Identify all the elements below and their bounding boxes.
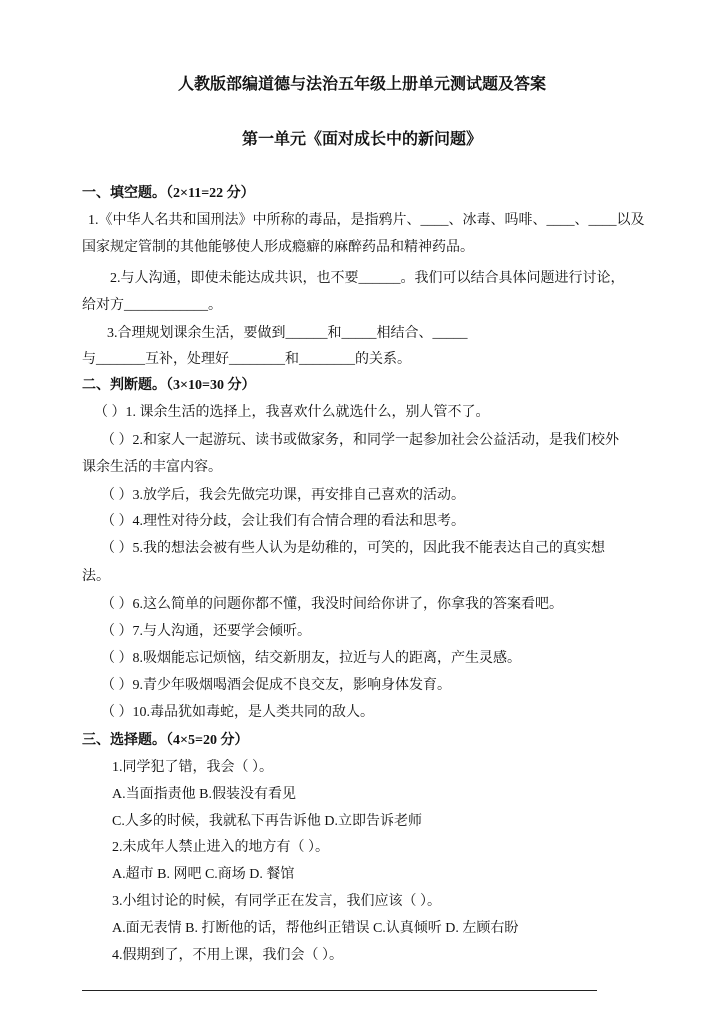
question-line: 4.假期到了，不用上课，我们会（ ）。 xyxy=(112,948,343,963)
section-heading-multiple-choice: 三、选择题。（4×5=20 分） xyxy=(82,733,249,748)
question-line: （ ）4.理性对待分歧，会让我们有合情合理的看法和思考。 xyxy=(101,514,465,529)
section-heading-true-false: 二、判断题。（3×10=30 分） xyxy=(82,378,256,393)
question-line: （ ）2.和家人一起游玩、读书或做家务，和同学一起参加社会公益活动，是我们校外 xyxy=(101,433,619,448)
question-line: （ ）6.这么简单的问题你都不懂，我没时间给你讲了，你拿我的答案看吧。 xyxy=(101,597,563,612)
question-line: 2.与人沟通，即使未能达成共识，也不要______。我们可以结合具体问题进行讨论， xyxy=(110,271,625,286)
question-line: （ ）9.青少年吸烟喝酒会促成不良交友，影响身体发育。 xyxy=(101,678,451,693)
section-heading-fill-blank: 一、填空题。（2×11=22 分） xyxy=(82,186,255,201)
question-line: 3.合理规划课余生活，要做到______和_____相结合、_____ xyxy=(107,326,468,341)
question-line: （ ）10.毒品犹如毒蛇，是人类共同的敌人。 xyxy=(101,705,374,720)
question-line: 3.小组讨论的时候，有同学正在发言，我们应该（ ）。 xyxy=(112,894,441,909)
question-line: 国家规定管制的其他能够使人形成瘾癖的麻醉药品和精神药品。 xyxy=(82,240,474,255)
question-line: （ ）5.我的想法会被有些人认为是幼稚的，可笑的，因此我不能表达自己的真实想 xyxy=(101,541,605,556)
choice-line: A.当面指责他 B.假装没有看见 xyxy=(112,787,296,802)
question-line: （ ）1. 课余生活的选择上，我喜欢什么就选什么，别人管不了。 xyxy=(94,405,490,420)
question-line: 1.同学犯了错，我会（ ）。 xyxy=(112,760,273,775)
question-line: （ ）8.吸烟能忘记烦恼，结交新朋友，拉近与人的距离，产生灵感。 xyxy=(101,651,521,666)
choice-line: C.人多的时候，我就私下再告诉他 D.立即告诉老师 xyxy=(112,814,422,829)
question-line: 2.未成年人禁止进入的地方有（ ）。 xyxy=(112,840,329,855)
question-line: 给对方____________。 xyxy=(82,298,222,313)
footer-rule xyxy=(82,990,597,991)
question-line: 课余生活的丰富内容。 xyxy=(82,460,222,475)
document-title: 人教版部编道德与法治五年级上册单元测试题及答案 xyxy=(177,76,546,93)
choice-line: A.面无表情 B. 打断他的话，帮他纠正错误 C.认真倾听 D. 左顾右盼 xyxy=(112,921,519,936)
question-line: 法。 xyxy=(82,569,110,584)
question-line: （ ）7.与人沟通，还要学会倾听。 xyxy=(101,624,311,639)
unit-title: 第一单元《面对成长中的新问题》 xyxy=(241,131,482,148)
choice-line: A.超市 B. 网吧 C.商场 D. 餐馆 xyxy=(112,867,295,882)
question-line: 1.《中华人名共和国刑法》中所称的毒品，是指鸦片、____、冰毒、吗啡、____、____以及 xyxy=(88,213,645,228)
question-line: （ ）3.放学后，我会先做完功课，再安排自己喜欢的活动。 xyxy=(101,488,465,503)
question-line: 与_______互补，处理好________和________的关系。 xyxy=(82,352,411,367)
